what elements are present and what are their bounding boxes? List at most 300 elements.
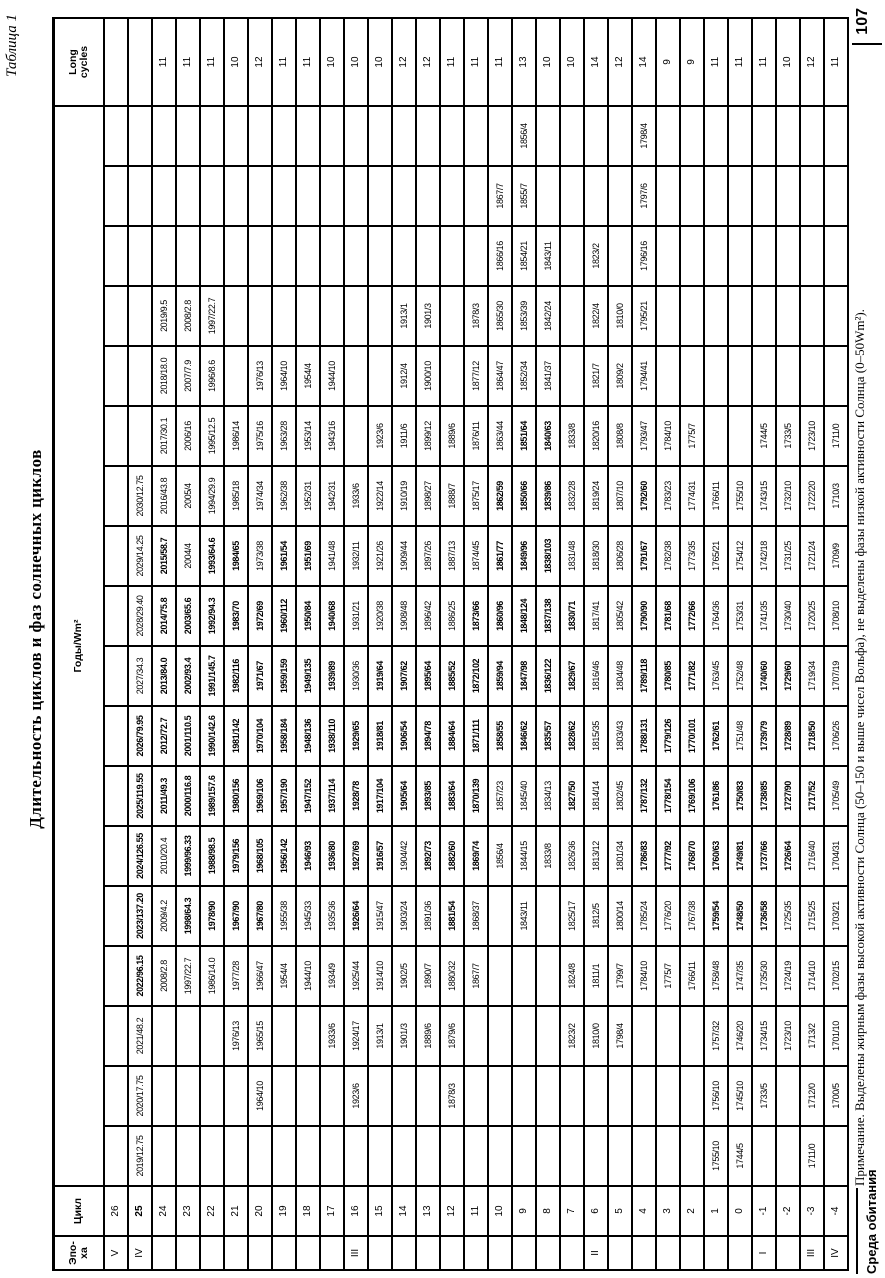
year-value-cell: 1881/54	[440, 886, 464, 946]
epoch-cell	[296, 1236, 320, 1270]
year-value-cell	[824, 166, 848, 226]
year-value-cell: 1761/86	[704, 766, 728, 826]
year-value-cell: 1846/62	[512, 706, 536, 766]
year-value-cell	[680, 226, 704, 286]
year-value-cell: 1794/41	[632, 346, 656, 406]
year-value-cell: 1815/35	[584, 706, 608, 766]
year-value-cell	[104, 1006, 128, 1066]
year-value-cell: 1812/5	[584, 886, 608, 946]
year-value-cell	[200, 226, 224, 286]
year-value-cell: 1916/57	[368, 826, 392, 886]
long-cycles-value: 14	[584, 18, 608, 106]
year-value-cell: 1854/21	[512, 226, 536, 286]
year-value-cell	[680, 1066, 704, 1126]
page-title: Длительность циклов и фаз солнечных циклов	[26, 449, 45, 829]
year-value-cell: 1828/62	[560, 706, 584, 766]
year-value-cell: 1913/1	[392, 286, 416, 346]
long-cycles-value	[104, 18, 128, 106]
cycle-row-16	[344, 18, 368, 1270]
year-value-cell: 1998/64.3	[176, 886, 200, 946]
year-value-cell: 1795/21	[632, 286, 656, 346]
cycle-number-cell: 6	[584, 1186, 608, 1236]
cycle-row-20	[248, 18, 272, 1270]
year-value-cell	[656, 1066, 680, 1126]
year-value-cell	[344, 286, 368, 346]
year-value-cell: 1867/7	[464, 946, 488, 1006]
year-value-cell: 2017/30.1	[152, 406, 176, 466]
cycle-number-cell: 25	[128, 1186, 152, 1236]
journal-name: Среда обитания	[856, 1188, 879, 1274]
year-value-cell: 1803/43	[608, 706, 632, 766]
year-value-cell: 1919/64	[368, 646, 392, 706]
year-value-cell	[176, 166, 200, 226]
year-value-cell	[800, 166, 824, 226]
long-cycles-value: 10	[536, 18, 560, 106]
year-value-cell: 1946/93	[296, 826, 320, 886]
cycle-number-cell: -2	[776, 1186, 800, 1236]
year-value-cell: 1956/142	[272, 826, 296, 886]
year-value-cell: 1974/34	[248, 466, 272, 526]
year-value-cell: 1942/31	[320, 466, 344, 526]
year-value-cell: 1911/6	[392, 406, 416, 466]
year-value-cell	[728, 226, 752, 286]
year-value-cell: 1723/10	[800, 406, 824, 466]
year-value-cell: 1993/64.6	[200, 526, 224, 586]
year-value-cell	[296, 1126, 320, 1186]
year-value-cell: 1894/78	[416, 706, 440, 766]
year-value-cell	[440, 226, 464, 286]
year-value-cell: 1842/24	[536, 286, 560, 346]
long-cycles-value: 13	[512, 18, 536, 106]
cycle-row-22	[200, 18, 224, 1270]
year-value-cell: 1740/60	[752, 646, 776, 706]
year-value-cell	[656, 226, 680, 286]
year-value-cell: 1850/66	[512, 466, 536, 526]
long-cycles-value: 10	[224, 18, 248, 106]
year-value-cell: 1947/152	[296, 766, 320, 826]
year-value-cell	[320, 286, 344, 346]
year-value-cell: 2011/49.3	[152, 766, 176, 826]
year-value-cell: 1827/50	[560, 766, 584, 826]
year-value-cell: 2008/2.8	[176, 286, 200, 346]
year-value-cell	[824, 1126, 848, 1186]
year-value-cell	[272, 1006, 296, 1066]
year-value-cell	[680, 1126, 704, 1186]
year-value-cell: 1743/15	[752, 466, 776, 526]
long-cycles-value: 11	[440, 18, 464, 106]
year-value-cell: 1833/8	[536, 826, 560, 886]
year-value-cell: 2022/96.15	[128, 946, 152, 1006]
cycle-number-cell: 7	[560, 1186, 584, 1236]
year-value-cell: 1853/39	[512, 286, 536, 346]
year-value-cell: 1909/44	[392, 526, 416, 586]
cycle-row-3	[656, 18, 680, 1270]
long-cycles-value	[128, 18, 152, 106]
year-value-cell	[560, 166, 584, 226]
year-value-cell: 1720/25	[800, 586, 824, 646]
year-value-cell: 1972/69	[248, 586, 272, 646]
year-value-cell	[656, 106, 680, 166]
long-cycles-value: 11	[200, 18, 224, 106]
year-value-cell	[560, 226, 584, 286]
year-value-cell: 1897/26	[416, 526, 440, 586]
year-value-cell: 1979/156	[224, 826, 248, 886]
year-value-cell: 1927/69	[344, 826, 368, 886]
long-cycles-value: 10	[368, 18, 392, 106]
year-value-cell	[488, 1066, 512, 1126]
year-value-cell: 2030/12.75	[128, 466, 152, 526]
year-value-cell: 1818/30	[584, 526, 608, 586]
year-value-cell: 1859/94	[488, 646, 512, 706]
year-value-cell	[368, 346, 392, 406]
year-value-cell: 1997/22.7	[176, 946, 200, 1006]
year-value-cell: 1706/26	[824, 706, 848, 766]
year-value-cell: 1975/16	[248, 406, 272, 466]
long-cycles-value: 11	[728, 18, 752, 106]
year-value-cell: 1849/96	[512, 526, 536, 586]
year-value-cell: 1833/8	[560, 406, 584, 466]
year-value-cell: 1959/159	[272, 646, 296, 706]
year-value-cell: 1962/38	[272, 466, 296, 526]
year-value-cell	[104, 226, 128, 286]
year-value-cell: 1950/84	[296, 586, 320, 646]
year-value-cell: 1816/46	[584, 646, 608, 706]
year-value-cell: 1785/24	[632, 886, 656, 946]
epoch-cell: III	[344, 1236, 368, 1270]
year-value-cell: 1793/47	[632, 406, 656, 466]
year-value-cell: 1879/6	[440, 1006, 464, 1066]
year-value-cell: 1755/10	[704, 1126, 728, 1186]
year-value-cell: 1832/28	[560, 466, 584, 526]
year-value-cell: 1991/145.7	[200, 646, 224, 706]
cycle-number-cell: 22	[200, 1186, 224, 1236]
year-value-cell	[104, 286, 128, 346]
epoch-cell	[392, 1236, 416, 1270]
cycle-row-24	[152, 18, 176, 1270]
year-value-cell	[248, 1126, 272, 1186]
year-value-cell: 1759/54	[704, 886, 728, 946]
year-value-cell	[368, 1126, 392, 1186]
year-value-cell	[536, 946, 560, 1006]
year-value-cell	[296, 286, 320, 346]
cycle-number-cell: 0	[728, 1186, 752, 1236]
year-value-cell: 1744/5	[752, 406, 776, 466]
year-value-cell: 1986/14	[224, 406, 248, 466]
year-value-cell: 1797/6	[632, 166, 656, 226]
year-value-cell: 1788/131	[632, 706, 656, 766]
year-value-cell	[728, 406, 752, 466]
year-value-cell: 1990/142.6	[200, 706, 224, 766]
year-value-cell: 1719/34	[800, 646, 824, 706]
year-value-cell	[776, 106, 800, 166]
year-value-cell	[296, 1006, 320, 1066]
cycle-number-cell: 21	[224, 1186, 248, 1236]
year-value-cell: 1862/59	[488, 466, 512, 526]
year-value-cell	[656, 1006, 680, 1066]
year-value-cell	[560, 1126, 584, 1186]
year-value-cell: 1980/156	[224, 766, 248, 826]
cycle-number-cell: 11	[464, 1186, 488, 1236]
year-value-cell: 1751/48	[728, 706, 752, 766]
year-value-cell: 1843/11	[536, 226, 560, 286]
year-value-cell	[176, 1126, 200, 1186]
year-value-cell	[752, 226, 776, 286]
year-value-cell: 1823/2	[560, 1006, 584, 1066]
year-value-cell: 1982/116	[224, 646, 248, 706]
cycle-number-cell: 26	[104, 1186, 128, 1236]
year-value-cell: 1847/98	[512, 646, 536, 706]
year-value-cell	[440, 1126, 464, 1186]
year-value-cell: 2023/137.20	[128, 886, 152, 946]
year-value-cell	[320, 226, 344, 286]
year-value-cell	[752, 286, 776, 346]
year-value-cell: 1836/122	[536, 646, 560, 706]
year-value-cell	[272, 106, 296, 166]
year-value-cell: 1807/10	[608, 466, 632, 526]
year-value-cell: 1713/2	[800, 1006, 824, 1066]
year-value-cell: 1845/40	[512, 766, 536, 826]
year-value-cell	[584, 106, 608, 166]
year-value-cell	[752, 106, 776, 166]
year-value-cell	[344, 1126, 368, 1186]
year-value-cell	[104, 406, 128, 466]
year-value-cell	[584, 1126, 608, 1186]
year-value-cell: 2020/17.75	[128, 1066, 152, 1126]
year-value-cell: 1984/65	[224, 526, 248, 586]
year-value-cell	[608, 1126, 632, 1186]
year-value-cell: 1851/64	[512, 406, 536, 466]
year-value-cell	[152, 1066, 176, 1126]
year-value-cell: 1721/24	[800, 526, 824, 586]
long-cycles-value: 11	[272, 18, 296, 106]
year-value-cell: 1735/30	[752, 946, 776, 1006]
year-value-cell: 2028/29.40	[128, 586, 152, 646]
year-value-cell: 1989/157.6	[200, 766, 224, 826]
year-value-cell	[656, 286, 680, 346]
year-value-cell	[344, 406, 368, 466]
year-value-cell	[752, 346, 776, 406]
year-value-cell	[728, 106, 752, 166]
solar-cycles-table	[52, 17, 849, 1271]
year-value-cell: 1745/10	[728, 1066, 752, 1126]
year-value-cell: 1824/8	[560, 946, 584, 1006]
year-value-cell	[728, 286, 752, 346]
year-value-cell: 1937/114	[320, 766, 344, 826]
year-value-cell	[704, 286, 728, 346]
year-value-cell: 1976/13	[248, 346, 272, 406]
year-value-cell	[608, 106, 632, 166]
year-value-cell: 1844/15	[512, 826, 536, 886]
year-value-cell: 2029/14.25	[128, 526, 152, 586]
year-value-cell: 1736/58	[752, 886, 776, 946]
year-value-cell	[128, 346, 152, 406]
year-value-cell: 1943/16	[320, 406, 344, 466]
year-value-cell	[536, 1066, 560, 1126]
year-value-cell: 1889/6	[416, 1006, 440, 1066]
long-cycles-value: 10	[320, 18, 344, 106]
year-value-cell	[608, 226, 632, 286]
year-value-cell: 1863/44	[488, 406, 512, 466]
long-cycles-header: Long cycles	[54, 18, 104, 106]
cycle-number-cell: 17	[320, 1186, 344, 1236]
year-value-cell: 1732/10	[776, 466, 800, 526]
year-value-cell: 1796/16	[632, 226, 656, 286]
year-value-cell: 1780/85	[656, 646, 680, 706]
year-value-cell: 2000/116.8	[176, 766, 200, 826]
epoch-cell: IV	[824, 1236, 848, 1270]
year-value-cell: 2026/79.95	[128, 706, 152, 766]
year-value-cell: 1784/10	[656, 406, 680, 466]
cycle-row--3	[800, 18, 824, 1270]
year-value-cell: 1808/8	[608, 406, 632, 466]
year-value-cell	[224, 166, 248, 226]
year-value-cell: 1933/6	[344, 466, 368, 526]
year-value-cell: 1839/86	[536, 466, 560, 526]
year-value-cell: 1915/47	[368, 886, 392, 946]
year-value-cell: 1805/42	[608, 586, 632, 646]
year-value-cell: 1923/6	[344, 1066, 368, 1126]
year-value-cell: 1858/55	[488, 706, 512, 766]
year-value-cell	[608, 1066, 632, 1126]
year-value-cell: 1944/10	[296, 946, 320, 1006]
year-value-cell	[176, 1066, 200, 1126]
year-value-cell	[776, 346, 800, 406]
year-value-cell	[248, 166, 272, 226]
year-value-cell: 2021/48.2	[128, 1006, 152, 1066]
year-value-cell: 1728/89	[776, 706, 800, 766]
cycle-number-cell: 9	[512, 1186, 536, 1236]
epoch-cell	[176, 1236, 200, 1270]
cycle-number-cell: 2	[680, 1186, 704, 1236]
year-value-cell: 1775/7	[656, 946, 680, 1006]
year-value-cell: 2009/4.2	[152, 886, 176, 946]
year-value-cell: 1960/112	[272, 586, 296, 646]
year-value-cell: 1971/67	[248, 646, 272, 706]
year-value-cell: 1964/10	[248, 1066, 272, 1126]
year-value-cell: 1733/5	[776, 406, 800, 466]
year-value-cell: 1924/17	[344, 1006, 368, 1066]
year-value-cell: 1767/38	[680, 886, 704, 946]
year-value-cell: 1717/52	[800, 766, 824, 826]
year-value-cell: 1715/25	[800, 886, 824, 946]
year-value-cell	[680, 286, 704, 346]
year-value-cell: 1949/135	[296, 646, 320, 706]
year-value-cell: 1983/70	[224, 586, 248, 646]
year-value-cell: 1787/132	[632, 766, 656, 826]
year-value-cell	[200, 166, 224, 226]
year-value-cell	[536, 1126, 560, 1186]
epoch-cell: IV	[128, 1236, 152, 1270]
year-value-cell: 1773/35	[680, 526, 704, 586]
year-value-cell: 1900/10	[416, 346, 440, 406]
year-value-cell: 1997/22.7	[200, 286, 224, 346]
year-value-cell	[680, 1006, 704, 1066]
cycle-row-14	[392, 18, 416, 1270]
long-cycles-value: 11	[152, 18, 176, 106]
year-value-cell	[536, 166, 560, 226]
long-cycles-value: 9	[680, 18, 704, 106]
year-value-cell	[368, 1066, 392, 1126]
year-value-cell	[704, 226, 728, 286]
year-value-cell	[128, 286, 152, 346]
year-value-cell	[560, 346, 584, 406]
year-value-cell: 1890/7	[416, 946, 440, 1006]
year-value-cell: 1955/38	[272, 886, 296, 946]
year-value-cell: 1800/14	[608, 886, 632, 946]
year-value-cell	[728, 166, 752, 226]
year-value-cell: 1889/6	[440, 406, 464, 466]
year-value-cell: 1771/82	[680, 646, 704, 706]
epoch-cell	[728, 1236, 752, 1270]
year-value-cell	[440, 166, 464, 226]
epoch-cell	[272, 1236, 296, 1270]
long-cycles-value: 14	[632, 18, 656, 106]
year-value-cell	[344, 166, 368, 226]
year-value-cell: 2024/126.55	[128, 826, 152, 886]
year-value-cell	[776, 1066, 800, 1126]
year-value-cell: 1802/45	[608, 766, 632, 826]
year-value-cell	[488, 106, 512, 166]
year-value-cell	[440, 346, 464, 406]
year-value-cell: 2005/4	[176, 466, 200, 526]
year-value-cell: 1910/19	[392, 466, 416, 526]
year-value-cell	[632, 1066, 656, 1126]
year-value-cell	[224, 1126, 248, 1186]
cycle-row-19	[272, 18, 296, 1270]
year-value-cell	[560, 1066, 584, 1126]
year-value-cell	[608, 166, 632, 226]
epoch-cell	[776, 1236, 800, 1270]
year-value-cell: 1834/13	[536, 766, 560, 826]
cycle-row-6	[584, 18, 608, 1270]
year-value-cell: 1885/52	[440, 646, 464, 706]
year-value-cell: 1976/13	[224, 1006, 248, 1066]
epoch-cell	[368, 1236, 392, 1270]
epoch-cell: V	[104, 1236, 128, 1270]
year-value-cell	[344, 346, 368, 406]
year-value-cell: 1923/6	[368, 406, 392, 466]
year-value-cell: 1823/2	[584, 226, 608, 286]
year-value-cell: 1940/68	[320, 586, 344, 646]
year-value-cell: 1988/98.5	[200, 826, 224, 886]
year-value-cell: 1840/63	[536, 406, 560, 466]
year-value-cell	[392, 226, 416, 286]
year-value-cell: 1763/45	[704, 646, 728, 706]
year-value-cell: 2008/2.8	[152, 946, 176, 1006]
epoch-cell: I	[752, 1236, 776, 1270]
year-value-cell: 1825/17	[560, 886, 584, 946]
year-value-cell	[104, 106, 128, 166]
cycle-row-10	[488, 18, 512, 1270]
year-value-cell: 1895/64	[416, 646, 440, 706]
year-value-cell	[176, 226, 200, 286]
year-value-cell: 1874/45	[464, 526, 488, 586]
year-value-cell: 1856/4	[488, 826, 512, 886]
year-value-cell: 1857/23	[488, 766, 512, 826]
year-value-cell	[104, 526, 128, 586]
year-value-cell: 1852/34	[512, 346, 536, 406]
year-value-cell: 1903/24	[392, 886, 416, 946]
year-value-cell	[320, 106, 344, 166]
year-value-cell: 1756/10	[704, 1066, 728, 1126]
year-value-cell: 1711/0	[800, 1126, 824, 1186]
year-value-cell: 1930/36	[344, 646, 368, 706]
year-value-cell: 1829/67	[560, 646, 584, 706]
cycle-number-cell: 3	[656, 1186, 680, 1236]
year-value-cell	[104, 706, 128, 766]
cycle-number-cell: 5	[608, 1186, 632, 1236]
year-value-cell: 1958/184	[272, 706, 296, 766]
